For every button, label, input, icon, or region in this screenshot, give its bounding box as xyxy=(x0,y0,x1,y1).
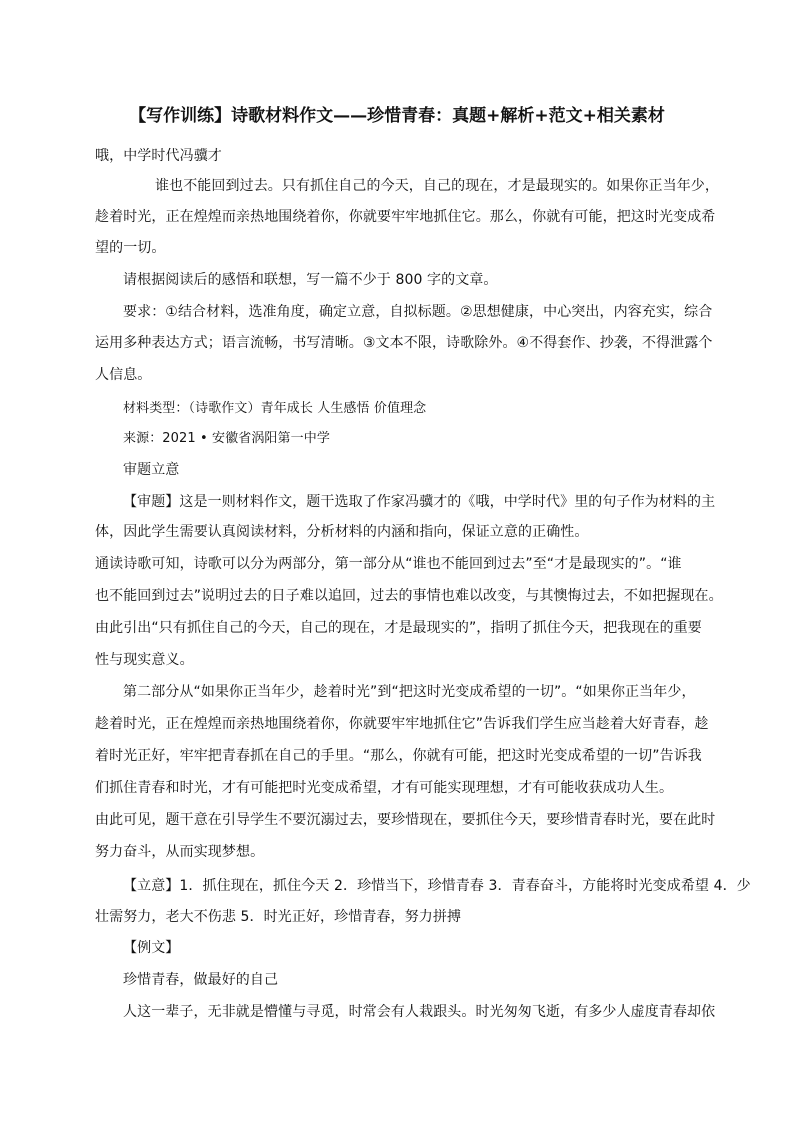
poem-line: 望的一切。 xyxy=(95,240,166,256)
analysis-line: 体，因此学生需要认真阅读材料，分析材料的内涵和指向，保证立意的正确性。 xyxy=(95,524,589,540)
example-heading: 【例文】 xyxy=(123,940,180,956)
analysis-line: 第二部分从“如果你正当年少，趁着时光”到“把这时光变成希望的一切”。“如果你正当年少， xyxy=(123,684,696,700)
source-line: 来源：2021 • 安徽省涡阳第一中学 xyxy=(123,431,330,446)
analysis-line: 由此引出“只有抓住自己的今天，自己的现在，才是最现实的”，指明了抓住今天，把我现在的重要 xyxy=(95,620,702,636)
poem-line: 谁也不能回到过去。只有抓住自己的今天，自己的现在，才是最现实的。如果你正当年少， xyxy=(155,178,719,194)
analysis-line: 努力奋斗，从而实现梦想。 xyxy=(95,844,265,860)
poem-source-line: 哦，中学时代冯骥才 xyxy=(95,148,222,164)
example-title: 珍惜青春，做最好的自己 xyxy=(123,972,279,988)
requirements-line: 要求：①结合材料，选准角度，确定立意，自拟标题。②思想健康，中心突出，内容充实，综合 xyxy=(123,304,713,320)
analysis-line: 通读诗歌可知，诗歌可以分为两部分，第一部分从“谁也不能回到过去”至“才是最现实的”。“谁 xyxy=(95,556,682,572)
analysis-line: 们抓住青春和时光，才有可能把时光变成希望，才有可能实现理想，才有可能收获成功人生。 xyxy=(95,780,674,796)
analysis-line: 由此可见，题干意在引导学生不要沉溺过去，要珍惜现在，要抓住今天，要珍惜青春时光，要在此时 xyxy=(95,812,716,828)
thesis-line: 壮需努力，老大不伤悲 5．时光正好，珍惜青春，努力拼搏 xyxy=(95,909,462,925)
analysis-line: 也不能回到过去”说明过去的日子难以追回，过去的事情也难以改变，与其懊悔过去，不如把握现在。 xyxy=(95,588,723,604)
prompt-line: 请根据阅读后的感悟和联想，写一篇不少于 800 字的文章。 xyxy=(123,272,498,288)
analysis-line: 【审题】这是一则材料作文，题干选取了作家冯骥才的《哦，中学时代》里的句子作为材料的主 xyxy=(123,494,716,510)
thesis-line: 【立意】1．抓住现在，抓住今天 2．珍惜当下，珍惜青春 3．青春奋斗，方能将时光变成希望 4．少 xyxy=(123,878,751,894)
poem-line: 趁着时光，正在煌煌而亲热地围绕着你，你就要牢牢地抓住它。那么，你就有可能，把这时光变成希 xyxy=(95,209,716,225)
analysis-line: 性与现实意义。 xyxy=(95,652,194,668)
requirements-line: 人信息。 xyxy=(95,367,152,383)
analysis-line: 趁着时光，正在煌煌而亲热地围绕着你，你就要牢牢地抓住它”告诉我们学生应当趁着大好青春，趁 xyxy=(95,716,709,732)
material-type-line: 材料类型：（诗歌作文）青年成长 人生感悟 价值理念 xyxy=(123,401,427,416)
analysis-line: 着时光正好，牢牢把青春抓在自己的手里。“那么，你就有可能，把这时光变成希望的一切”告诉我 xyxy=(95,748,702,764)
example-body-line: 人这一辈子，无非就是懵懂与寻觅，时常会有人栽跟头。时光匆匆飞逝，有多少人虚度青春却依 xyxy=(123,1004,716,1020)
section-heading: 审题立意 xyxy=(123,462,180,478)
document-title: 【写作训练】诗歌材料作文——珍惜青春：真题+解析+范文+相关素材 xyxy=(129,106,665,126)
requirements-line: 运用多种表达方式；语言流畅，书写清晰。③文本不限，诗歌除外。④不得套作、抄袭，不得泄露个 xyxy=(95,335,713,351)
